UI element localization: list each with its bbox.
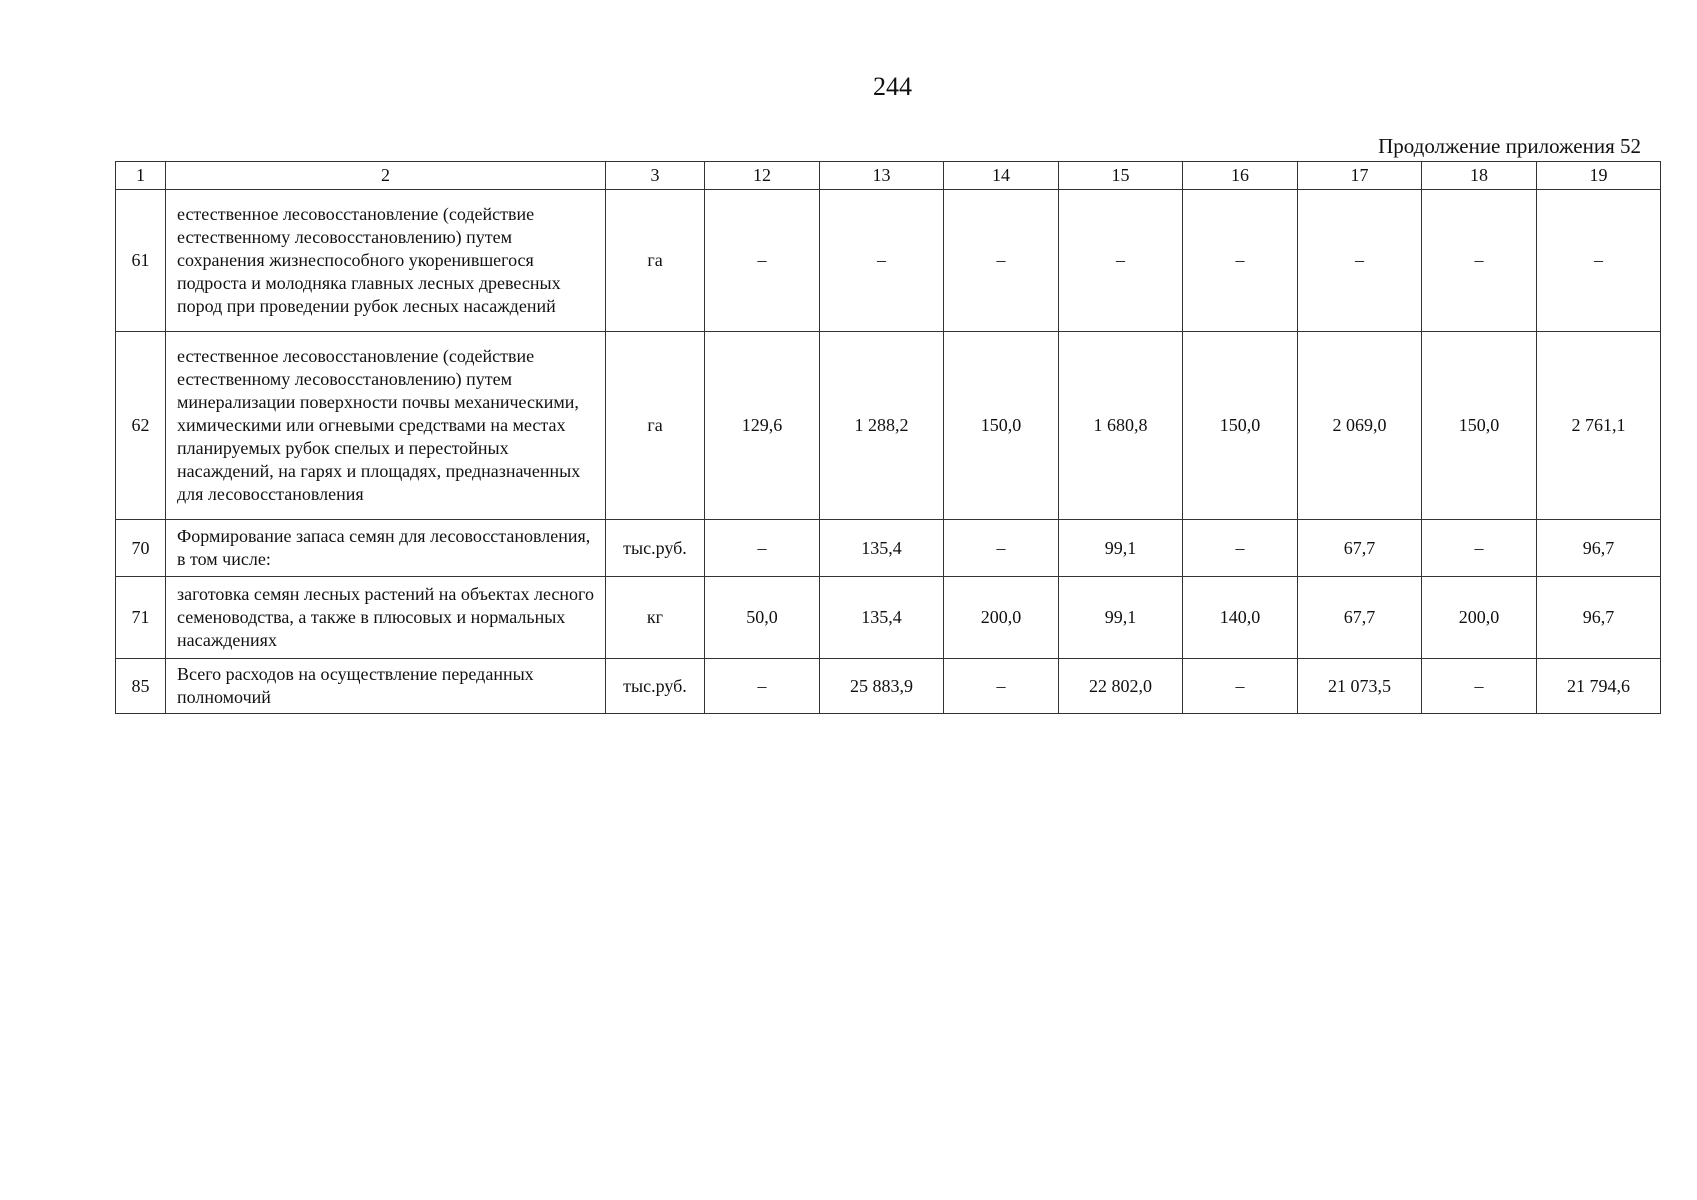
value-cell: 200,0 xyxy=(1422,577,1537,659)
value-cell: – xyxy=(1183,520,1298,577)
header-cell: 2 xyxy=(166,162,606,190)
row-description: Формирование запаса семян для лесовосстановления, в том числе: xyxy=(166,520,606,577)
header-cell: 17 xyxy=(1298,162,1422,190)
value-cell: – xyxy=(1298,190,1422,332)
value-cell: 21 794,6 xyxy=(1537,659,1661,714)
row-description: заготовка семян лесных растений на объектах лесного семеноводства, а также в плюсовых и нормальных насаждениях xyxy=(166,577,606,659)
row-unit: га xyxy=(606,190,705,332)
value-cell: 96,7 xyxy=(1537,577,1661,659)
value-cell: 50,0 xyxy=(705,577,820,659)
header-cell: 15 xyxy=(1059,162,1183,190)
value-cell: 2 761,1 xyxy=(1537,332,1661,520)
value-cell: – xyxy=(820,190,944,332)
value-cell: – xyxy=(1059,190,1183,332)
row-number: 62 xyxy=(116,332,166,520)
value-cell: 96,7 xyxy=(1537,520,1661,577)
value-cell: 129,6 xyxy=(705,332,820,520)
value-cell: 150,0 xyxy=(1422,332,1537,520)
value-cell: – xyxy=(1537,190,1661,332)
row-description: естественное лесовосстановление (содействие естественному лесовосстановлению) путем сохранения жизнеспособного укоренившегося подроста и молодняка главных лесных древесных пород при проведении рубок лесных насаждений xyxy=(166,190,606,332)
table-row xyxy=(116,577,1661,659)
header-cell: 1 xyxy=(116,162,166,190)
value-cell: 200,0 xyxy=(944,577,1059,659)
value-cell: – xyxy=(944,659,1059,714)
header-cell: 18 xyxy=(1422,162,1537,190)
row-unit: тыс.руб. xyxy=(606,520,705,577)
page-number: 244 xyxy=(873,72,912,101)
table-row xyxy=(116,659,1661,714)
value-cell: – xyxy=(705,190,820,332)
row-number: 71 xyxy=(116,577,166,659)
value-cell: – xyxy=(1183,190,1298,332)
value-cell: – xyxy=(1183,659,1298,714)
value-cell: 99,1 xyxy=(1059,577,1183,659)
value-cell: 22 802,0 xyxy=(1059,659,1183,714)
row-unit: га xyxy=(606,332,705,520)
row-number: 61 xyxy=(116,190,166,332)
row-unit: кг xyxy=(606,577,705,659)
table-row xyxy=(116,332,1661,520)
continuation-label: Продолжение приложения 52 xyxy=(1378,134,1641,158)
value-cell: – xyxy=(1422,520,1537,577)
value-cell: 135,4 xyxy=(820,520,944,577)
value-cell: 140,0 xyxy=(1183,577,1298,659)
row-description: естественное лесовосстановление (содействие естественному лесовосстановлению) путем минерализации поверхности почвы механическими, химическими или огневыми средствами на местах планируемых рубок спелых и перестойных насаждений, на гарях и площадях, предназначенных для лесовосстановления xyxy=(166,332,606,520)
header-cell: 12 xyxy=(705,162,820,190)
row-unit: тыс.руб. xyxy=(606,659,705,714)
value-cell: 150,0 xyxy=(944,332,1059,520)
row-description: Всего расходов на осуществление переданных полномочий xyxy=(166,659,606,714)
value-cell: 67,7 xyxy=(1298,577,1422,659)
value-cell: 1 680,8 xyxy=(1059,332,1183,520)
row-number: 70 xyxy=(116,520,166,577)
data-table xyxy=(115,161,1661,714)
header-cell: 3 xyxy=(606,162,705,190)
value-cell: – xyxy=(705,520,820,577)
value-cell: 25 883,9 xyxy=(820,659,944,714)
value-cell: 135,4 xyxy=(820,577,944,659)
value-cell: 67,7 xyxy=(1298,520,1422,577)
table-row xyxy=(116,520,1661,577)
header-row xyxy=(116,162,1661,190)
value-cell: 99,1 xyxy=(1059,520,1183,577)
value-cell: – xyxy=(1422,190,1537,332)
value-cell: 1 288,2 xyxy=(820,332,944,520)
value-cell: 2 069,0 xyxy=(1298,332,1422,520)
value-cell: – xyxy=(944,190,1059,332)
header-cell: 19 xyxy=(1537,162,1661,190)
value-cell: – xyxy=(705,659,820,714)
value-cell: 150,0 xyxy=(1183,332,1298,520)
table-row xyxy=(116,190,1661,332)
value-cell: – xyxy=(1422,659,1537,714)
header-cell: 14 xyxy=(944,162,1059,190)
header-cell: 16 xyxy=(1183,162,1298,190)
row-number: 85 xyxy=(116,659,166,714)
value-cell: 21 073,5 xyxy=(1298,659,1422,714)
value-cell: – xyxy=(944,520,1059,577)
header-cell: 13 xyxy=(820,162,944,190)
